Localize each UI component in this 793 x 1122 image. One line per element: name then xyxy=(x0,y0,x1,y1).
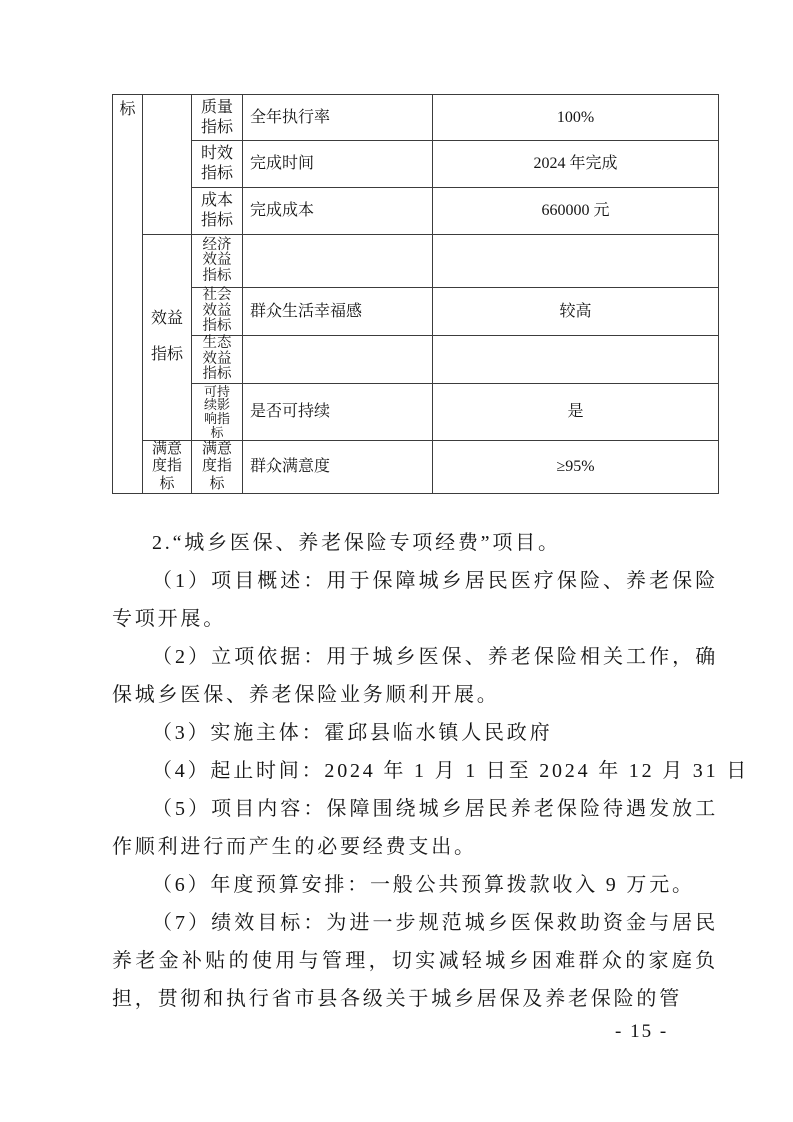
indicator-value-cell: 660000 元 xyxy=(433,188,719,235)
paragraph-approval-basis: （2）立项依据：用于城乡医保、养老保险相关工作，确保城乡医保、养老保险业务顺利开展。 xyxy=(112,646,718,706)
group-cell-output xyxy=(143,95,192,235)
category-cell-ecological-benefit: 生态效益指标 xyxy=(192,336,243,384)
indicator-name-cell xyxy=(243,336,433,384)
category-cell-timeliness: 时效指标 xyxy=(192,141,243,188)
table-row-economic-benefit xyxy=(113,235,719,288)
indicator-name-cell: 群众生活幸福感 xyxy=(243,288,433,336)
table-row-sustainability xyxy=(113,383,719,440)
indicator-name-cell: 完成时间 xyxy=(243,141,433,188)
indicator-value-cell: 100% xyxy=(433,95,719,141)
table-row-timeliness xyxy=(113,141,719,188)
category-cell-sustainability: 可持续影响指标 xyxy=(192,383,243,440)
group-cell-satisfaction: 满意度指标 xyxy=(143,440,192,493)
indicator-value-cell: 较高 xyxy=(433,288,719,336)
group-cell-benefit: 效益指标 xyxy=(143,235,192,441)
table-row-satisfaction xyxy=(113,440,719,493)
body-text xyxy=(112,524,749,1018)
category-cell-social-benefit: 社会效益指标 xyxy=(192,288,243,336)
paragraph-annual-budget: （6）年度预算安排：一般公共预算拨款收入 9 万元。 xyxy=(152,874,695,896)
indicator-name-cell xyxy=(243,235,433,288)
table-row-social-benefit xyxy=(113,288,719,336)
table-row-ecological-benefit xyxy=(113,336,719,384)
indicator-value-cell xyxy=(433,235,719,288)
table-row-cost xyxy=(113,188,719,235)
category-cell-economic-benefit: 经济效益指标 xyxy=(192,235,243,288)
indicator-value-cell: 是 xyxy=(433,383,719,440)
performance-indicator-table xyxy=(112,94,719,494)
paragraph-project-content: （5）项目内容：保障围绕城乡居民养老保险待遇发放工作顺利进行而产生的必要经费支出。 xyxy=(112,798,718,858)
indicator-name-cell: 是否可持续 xyxy=(243,383,433,440)
indicator-value-cell xyxy=(433,336,719,384)
paragraph-time-range: （4）起止时间：2024 年 1 月 1 日至 2024 年 12 月 31 日 xyxy=(152,760,749,782)
stub-cell-indicator: 标 xyxy=(113,95,143,494)
indicator-value-cell: ≥95% xyxy=(433,440,719,493)
section-heading: 2.“城乡医保、养老保险专项经费”项目。 xyxy=(152,532,561,554)
page-number: - 15 - xyxy=(615,1021,669,1042)
indicator-name-cell: 群众满意度 xyxy=(243,440,433,493)
category-cell-quality: 质量指标 xyxy=(192,95,243,141)
paragraph-performance-goal: （7）绩效目标：为进一步规范城乡医保救助资金与居民养老金补贴的使用与管理，切实减轻城乡困难群众的家庭负担，贯彻和执行省市县各级关于城乡居保及养老保险的管 xyxy=(112,912,718,1010)
category-cell-satisfaction: 满意度指标 xyxy=(192,440,243,493)
paragraph-project-overview: （1）项目概述：用于保障城乡居民医疗保险、养老保险专项开展。 xyxy=(112,570,718,630)
indicator-value-cell: 2024 年完成 xyxy=(433,141,719,188)
table-row-quality xyxy=(113,95,719,141)
paragraph-implementing-body: （3）实施主体：霍邱县临水镇人民政府 xyxy=(152,722,553,744)
indicator-name-cell: 完成成本 xyxy=(243,188,433,235)
indicator-name-cell: 全年执行率 xyxy=(243,95,433,141)
category-cell-cost: 成本指标 xyxy=(192,188,243,235)
